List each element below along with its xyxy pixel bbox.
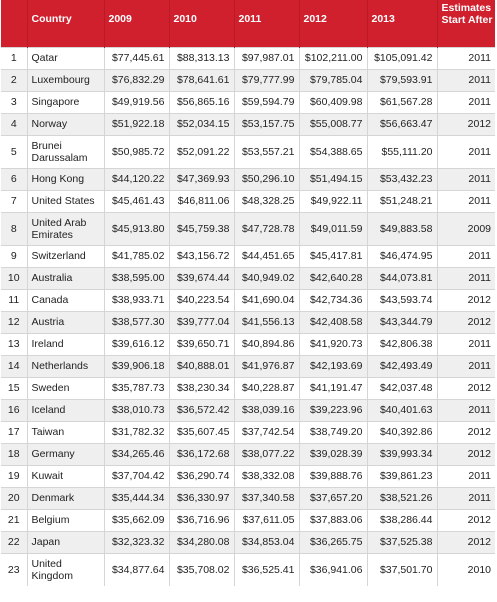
value-2012-cell: $37,883.06 bbox=[299, 509, 367, 531]
value-2012-cell: $39,888.76 bbox=[299, 465, 367, 487]
rank-cell: 4 bbox=[1, 113, 27, 135]
table-row bbox=[1, 421, 495, 443]
value-2010-cell: $36,290.74 bbox=[169, 465, 234, 487]
rank-cell: 10 bbox=[1, 267, 27, 289]
rank-cell: 13 bbox=[1, 333, 27, 355]
estimates-cell: 2011 bbox=[437, 91, 495, 113]
estimates-cell: 2011 bbox=[437, 465, 495, 487]
value-2011-cell: $40,228.87 bbox=[234, 377, 299, 399]
value-2012-cell: $55,008.77 bbox=[299, 113, 367, 135]
value-2012-cell: $79,785.04 bbox=[299, 69, 367, 91]
value-2010-cell: $39,650.71 bbox=[169, 333, 234, 355]
value-2011-cell: $38,332.08 bbox=[234, 465, 299, 487]
value-2010-cell: $36,172.68 bbox=[169, 443, 234, 465]
estimates-cell: 2011 bbox=[437, 487, 495, 509]
value-2009-cell: $32,323.32 bbox=[104, 531, 169, 553]
value-2009-cell: $34,265.46 bbox=[104, 443, 169, 465]
table-row bbox=[1, 333, 495, 355]
country-cell: Singapore bbox=[27, 91, 104, 113]
value-2009-cell: $41,785.02 bbox=[104, 245, 169, 267]
country-cell: Hong Kong bbox=[27, 168, 104, 190]
rank-cell: 15 bbox=[1, 377, 27, 399]
value-2013-cell: $40,392.86 bbox=[367, 421, 437, 443]
value-2013-cell: $55,111.20 bbox=[367, 135, 437, 168]
estimates-cell: 2012 bbox=[437, 113, 495, 135]
value-2011-cell: $37,742.54 bbox=[234, 421, 299, 443]
value-2013-cell: $42,493.49 bbox=[367, 355, 437, 377]
estimates-cell: 2011 bbox=[437, 399, 495, 421]
value-2012-cell: $42,408.58 bbox=[299, 311, 367, 333]
rank-cell: 16 bbox=[1, 399, 27, 421]
value-2009-cell: $38,010.73 bbox=[104, 399, 169, 421]
table-row bbox=[1, 69, 495, 91]
estimates-cell: 2011 bbox=[437, 245, 495, 267]
value-2011-cell: $44,451.65 bbox=[234, 245, 299, 267]
estimates-cell: 2010 bbox=[437, 553, 495, 586]
value-2009-cell: $35,787.73 bbox=[104, 377, 169, 399]
value-2009-cell: $50,985.72 bbox=[104, 135, 169, 168]
country-cell: Netherlands bbox=[27, 355, 104, 377]
value-2009-cell: $31,782.32 bbox=[104, 421, 169, 443]
value-2013-cell: $51,248.21 bbox=[367, 190, 437, 212]
value-2011-cell: $59,594.79 bbox=[234, 91, 299, 113]
value-2010-cell: $46,811.06 bbox=[169, 190, 234, 212]
value-2012-cell: $39,223.96 bbox=[299, 399, 367, 421]
value-2013-cell: $49,883.58 bbox=[367, 212, 437, 245]
value-2010-cell: $39,674.44 bbox=[169, 267, 234, 289]
estimates-cell: 2011 bbox=[437, 355, 495, 377]
country-cell: Taiwan bbox=[27, 421, 104, 443]
table-row bbox=[1, 355, 495, 377]
table-row bbox=[1, 245, 495, 267]
header-2013: 2013 bbox=[367, 0, 437, 47]
value-2013-cell: $40,401.63 bbox=[367, 399, 437, 421]
value-2010-cell: $47,369.93 bbox=[169, 168, 234, 190]
value-2009-cell: $38,595.00 bbox=[104, 267, 169, 289]
value-2013-cell: $56,663.47 bbox=[367, 113, 437, 135]
country-cell: Belgium bbox=[27, 509, 104, 531]
value-2009-cell: $45,913.80 bbox=[104, 212, 169, 245]
value-2010-cell: $34,280.08 bbox=[169, 531, 234, 553]
value-2013-cell: $61,567.28 bbox=[367, 91, 437, 113]
table-row bbox=[1, 399, 495, 421]
country-cell: Germany bbox=[27, 443, 104, 465]
header-2010: 2010 bbox=[169, 0, 234, 47]
value-2010-cell: $43,156.72 bbox=[169, 245, 234, 267]
table-body bbox=[1, 47, 495, 586]
value-2012-cell: $54,388.65 bbox=[299, 135, 367, 168]
value-2010-cell: $38,230.34 bbox=[169, 377, 234, 399]
value-2012-cell: $49,011.59 bbox=[299, 212, 367, 245]
estimates-cell: 2011 bbox=[437, 135, 495, 168]
rank-cell: 17 bbox=[1, 421, 27, 443]
value-2012-cell: $38,749.20 bbox=[299, 421, 367, 443]
value-2011-cell: $34,853.04 bbox=[234, 531, 299, 553]
rank-cell: 1 bbox=[1, 47, 27, 69]
estimates-cell: 2009 bbox=[437, 212, 495, 245]
value-2013-cell: $43,593.74 bbox=[367, 289, 437, 311]
value-2011-cell: $38,039.16 bbox=[234, 399, 299, 421]
value-2012-cell: $42,640.28 bbox=[299, 267, 367, 289]
value-2011-cell: $50,296.10 bbox=[234, 168, 299, 190]
value-2013-cell: $38,286.44 bbox=[367, 509, 437, 531]
value-2010-cell: $88,313.13 bbox=[169, 47, 234, 69]
value-2009-cell: $76,832.29 bbox=[104, 69, 169, 91]
value-2011-cell: $40,949.02 bbox=[234, 267, 299, 289]
value-2009-cell: $51,922.18 bbox=[104, 113, 169, 135]
value-2012-cell: $102,211.00 bbox=[299, 47, 367, 69]
value-2012-cell: $51,494.15 bbox=[299, 168, 367, 190]
value-2011-cell: $37,611.05 bbox=[234, 509, 299, 531]
header-country: Country bbox=[27, 0, 104, 47]
rank-cell: 12 bbox=[1, 311, 27, 333]
value-2011-cell: $40,894.86 bbox=[234, 333, 299, 355]
value-2009-cell: $39,906.18 bbox=[104, 355, 169, 377]
rank-cell: 19 bbox=[1, 465, 27, 487]
country-cell: United Arab Emirates bbox=[27, 212, 104, 245]
rank-cell: 8 bbox=[1, 212, 27, 245]
value-2011-cell: $41,690.04 bbox=[234, 289, 299, 311]
value-2011-cell: $53,157.75 bbox=[234, 113, 299, 135]
value-2010-cell: $36,330.97 bbox=[169, 487, 234, 509]
rank-cell: 9 bbox=[1, 245, 27, 267]
value-2011-cell: $97,987.01 bbox=[234, 47, 299, 69]
estimates-cell: 2011 bbox=[437, 47, 495, 69]
value-2011-cell: $41,556.13 bbox=[234, 311, 299, 333]
value-2012-cell: $41,191.47 bbox=[299, 377, 367, 399]
value-2009-cell: $38,577.30 bbox=[104, 311, 169, 333]
rank-cell: 7 bbox=[1, 190, 27, 212]
country-cell: Denmark bbox=[27, 487, 104, 509]
value-2013-cell: $105,091.42 bbox=[367, 47, 437, 69]
value-2009-cell: $45,461.43 bbox=[104, 190, 169, 212]
value-2013-cell: $46,474.95 bbox=[367, 245, 437, 267]
value-2012-cell: $42,734.36 bbox=[299, 289, 367, 311]
header-2012: 2012 bbox=[299, 0, 367, 47]
value-2012-cell: $37,657.20 bbox=[299, 487, 367, 509]
estimates-cell: 2011 bbox=[437, 267, 495, 289]
table-row bbox=[1, 311, 495, 333]
rank-cell: 2 bbox=[1, 69, 27, 91]
table-row bbox=[1, 91, 495, 113]
value-2011-cell: $41,976.87 bbox=[234, 355, 299, 377]
country-cell: United Kingdom bbox=[27, 553, 104, 586]
table-header bbox=[1, 0, 495, 47]
table-row bbox=[1, 47, 495, 69]
value-2010-cell: $39,777.04 bbox=[169, 311, 234, 333]
country-cell: Kuwait bbox=[27, 465, 104, 487]
value-2009-cell: $77,445.61 bbox=[104, 47, 169, 69]
value-2012-cell: $36,941.06 bbox=[299, 553, 367, 586]
value-2009-cell: $35,444.34 bbox=[104, 487, 169, 509]
country-cell: Qatar bbox=[27, 47, 104, 69]
value-2009-cell: $39,616.12 bbox=[104, 333, 169, 355]
value-2012-cell: $45,417.81 bbox=[299, 245, 367, 267]
rank-cell: 14 bbox=[1, 355, 27, 377]
rank-cell: 20 bbox=[1, 487, 27, 509]
estimates-cell: 2011 bbox=[437, 333, 495, 355]
rank-cell: 6 bbox=[1, 168, 27, 190]
value-2013-cell: $42,806.38 bbox=[367, 333, 437, 355]
value-2009-cell: $35,662.09 bbox=[104, 509, 169, 531]
value-2012-cell: $39,028.39 bbox=[299, 443, 367, 465]
header-row bbox=[1, 0, 495, 47]
value-2011-cell: $37,340.58 bbox=[234, 487, 299, 509]
estimates-cell: 2012 bbox=[437, 311, 495, 333]
estimates-cell: 2012 bbox=[437, 377, 495, 399]
table-row bbox=[1, 267, 495, 289]
value-2012-cell: $60,409.98 bbox=[299, 91, 367, 113]
value-2011-cell: $38,077.22 bbox=[234, 443, 299, 465]
value-2012-cell: $41,920.73 bbox=[299, 333, 367, 355]
estimates-cell: 2012 bbox=[437, 421, 495, 443]
estimates-cell: 2011 bbox=[437, 190, 495, 212]
header-estimates: Estimates Start After bbox=[437, 0, 495, 47]
value-2013-cell: $79,593.91 bbox=[367, 69, 437, 91]
value-2010-cell: $52,034.15 bbox=[169, 113, 234, 135]
table-row bbox=[1, 289, 495, 311]
country-cell: Sweden bbox=[27, 377, 104, 399]
value-2011-cell: $36,525.41 bbox=[234, 553, 299, 586]
value-2013-cell: $53,432.23 bbox=[367, 168, 437, 190]
value-2010-cell: $35,607.45 bbox=[169, 421, 234, 443]
table-row bbox=[1, 531, 495, 553]
country-cell: United States bbox=[27, 190, 104, 212]
estimates-cell: 2012 bbox=[437, 443, 495, 465]
value-2011-cell: $53,557.21 bbox=[234, 135, 299, 168]
table-row bbox=[1, 113, 495, 135]
country-cell: Canada bbox=[27, 289, 104, 311]
value-2010-cell: $40,223.54 bbox=[169, 289, 234, 311]
value-2012-cell: $36,265.75 bbox=[299, 531, 367, 553]
country-cell: Ireland bbox=[27, 333, 104, 355]
value-2011-cell: $47,728.78 bbox=[234, 212, 299, 245]
rank-cell: 21 bbox=[1, 509, 27, 531]
country-cell: Brunei Darussalam bbox=[27, 135, 104, 168]
country-cell: Norway bbox=[27, 113, 104, 135]
value-2013-cell: $39,993.34 bbox=[367, 443, 437, 465]
table-row bbox=[1, 509, 495, 531]
value-2009-cell: $44,120.22 bbox=[104, 168, 169, 190]
value-2010-cell: $78,641.61 bbox=[169, 69, 234, 91]
value-2010-cell: $36,716.96 bbox=[169, 509, 234, 531]
value-2013-cell: $37,501.70 bbox=[367, 553, 437, 586]
table-row bbox=[1, 443, 495, 465]
estimates-cell: 2012 bbox=[437, 289, 495, 311]
country-cell: Switzerland bbox=[27, 245, 104, 267]
header-rank bbox=[1, 0, 27, 47]
rank-cell: 3 bbox=[1, 91, 27, 113]
table-row bbox=[1, 190, 495, 212]
value-2009-cell: $49,919.56 bbox=[104, 91, 169, 113]
country-cell: Australia bbox=[27, 267, 104, 289]
value-2010-cell: $40,888.01 bbox=[169, 355, 234, 377]
table-row bbox=[1, 553, 495, 586]
value-2012-cell: $49,922.11 bbox=[299, 190, 367, 212]
value-2009-cell: $38,933.71 bbox=[104, 289, 169, 311]
value-2013-cell: $38,521.26 bbox=[367, 487, 437, 509]
gdp-per-capita-table bbox=[1, 0, 495, 586]
value-2010-cell: $45,759.38 bbox=[169, 212, 234, 245]
rank-cell: 5 bbox=[1, 135, 27, 168]
rank-cell: 11 bbox=[1, 289, 27, 311]
value-2013-cell: $44,073.81 bbox=[367, 267, 437, 289]
table-row bbox=[1, 135, 495, 168]
value-2010-cell: $56,865.16 bbox=[169, 91, 234, 113]
value-2013-cell: $42,037.48 bbox=[367, 377, 437, 399]
country-cell: Austria bbox=[27, 311, 104, 333]
rank-cell: 23 bbox=[1, 553, 27, 586]
value-2011-cell: $79,777.99 bbox=[234, 69, 299, 91]
table-row bbox=[1, 212, 495, 245]
value-2010-cell: $35,708.02 bbox=[169, 553, 234, 586]
value-2010-cell: $52,091.22 bbox=[169, 135, 234, 168]
estimates-cell: 2012 bbox=[437, 509, 495, 531]
country-cell: Iceland bbox=[27, 399, 104, 421]
header-2011: 2011 bbox=[234, 0, 299, 47]
table-row bbox=[1, 465, 495, 487]
value-2009-cell: $34,877.64 bbox=[104, 553, 169, 586]
value-2013-cell: $43,344.79 bbox=[367, 311, 437, 333]
value-2011-cell: $48,328.25 bbox=[234, 190, 299, 212]
country-cell: Japan bbox=[27, 531, 104, 553]
table-row bbox=[1, 377, 495, 399]
rank-cell: 22 bbox=[1, 531, 27, 553]
rank-cell: 18 bbox=[1, 443, 27, 465]
estimates-cell: 2011 bbox=[437, 69, 495, 91]
value-2010-cell: $36,572.42 bbox=[169, 399, 234, 421]
country-cell: Luxembourg bbox=[27, 69, 104, 91]
table-row bbox=[1, 487, 495, 509]
value-2013-cell: $39,861.23 bbox=[367, 465, 437, 487]
value-2009-cell: $37,704.42 bbox=[104, 465, 169, 487]
value-2013-cell: $37,525.38 bbox=[367, 531, 437, 553]
value-2012-cell: $42,193.69 bbox=[299, 355, 367, 377]
estimates-cell: 2011 bbox=[437, 168, 495, 190]
header-2009: 2009 bbox=[104, 0, 169, 47]
table-row bbox=[1, 168, 495, 190]
estimates-cell: 2012 bbox=[437, 531, 495, 553]
